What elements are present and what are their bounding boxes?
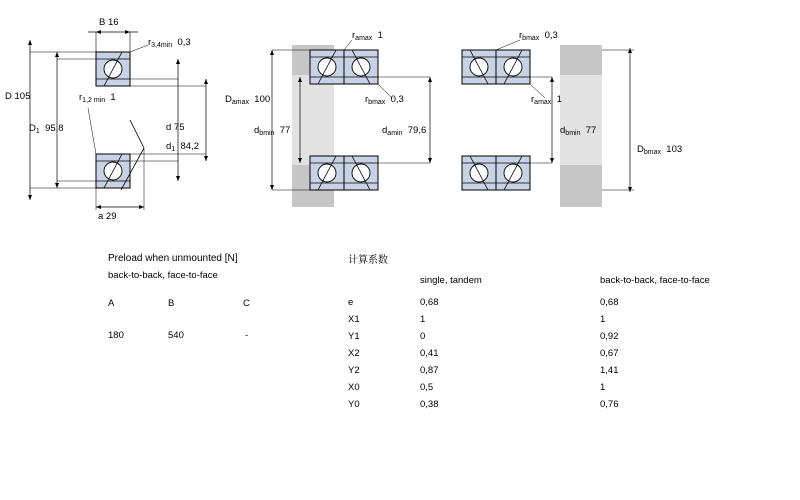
label-Damax: $D_{amax}$ 100: [225, 94, 271, 106]
coeff-row-label: Y1: [348, 331, 360, 342]
single-bearing-section: [28, 30, 208, 210]
coeff-value-pair: 0,76: [600, 399, 619, 410]
label-dbmin-right: $d_{bmin}$ 77: [560, 125, 597, 137]
preload-header-C: C: [243, 298, 250, 309]
label-rbmax-left: $r_{bmax}$ 0,3: [365, 94, 404, 106]
paired-bearing-section: [270, 40, 634, 207]
coeff-row-label: X2: [348, 348, 360, 359]
coeff-value-pair: 0,67: [600, 348, 619, 359]
coeff-row-label: X0: [348, 382, 360, 393]
preload-header-A: A: [108, 298, 115, 309]
label-D-outer: D 105: [5, 91, 31, 102]
coeff-col2-header: back-to-back, face-to-face: [600, 275, 710, 286]
label-d-bore: d 75: [166, 122, 185, 133]
coeff-value-single: 0,5: [420, 382, 434, 393]
coeff-value-pair: 0,68: [600, 297, 619, 308]
label-a: a 29: [98, 211, 117, 222]
label-ramax-top-left: $r_{amax}$ 1: [352, 30, 383, 42]
coeff-value-single: 0,87: [420, 365, 439, 376]
label-d1-small: $d_1$ 84,2: [166, 141, 199, 153]
coeff-value-single: 0,41: [420, 348, 439, 359]
coeff-value-single: 0,38: [420, 399, 439, 410]
coeff-value-pair: 1: [600, 314, 606, 325]
coeff-value-single: 0: [420, 331, 426, 342]
coeff-value-single: 0,68: [420, 297, 439, 308]
coeff-row-label: Y0: [348, 399, 360, 410]
label-rbmax-top-right: $r_{bmax}$ 0,3: [519, 30, 558, 42]
coeff-row-label: X1: [348, 314, 360, 325]
label-r34min: $r_{3,4min}$ 0,3: [148, 37, 191, 49]
label-damin: $d_{amin}$ 79,6: [382, 125, 427, 137]
label-dbmin-left: $d_{bmin}$ 77: [254, 125, 291, 137]
coeff-value-pair: 0,92: [600, 331, 619, 342]
coeff-value-pair: 1,41: [600, 365, 619, 376]
preload-table-title: Preload when unmounted [N]: [108, 253, 238, 264]
preload-table-subtitle: back-to-back, face-to-face: [108, 270, 218, 281]
preload-value-A: 180: [108, 330, 124, 341]
label-Dbmax: $D_{bmax}$ 103: [637, 144, 683, 156]
coeff-row-label: e: [348, 297, 354, 308]
coeff-value-single: 1: [420, 314, 426, 325]
label-D1: $D_1$ 95,8: [29, 123, 64, 135]
coeff-col1-header: single, tandem: [420, 275, 482, 286]
label-ramax-right: $r_{amax}$ 1: [531, 94, 562, 106]
preload-value-B: 540: [168, 330, 184, 341]
coeff-row-label: Y2: [348, 365, 360, 376]
preload-value-C: -: [245, 330, 249, 341]
label-r12min: $r_{1,2 min}$ 1: [79, 92, 116, 104]
label-width-B: B 16: [99, 17, 119, 28]
coefficients-table-title: 计算系数: [348, 255, 388, 266]
coeff-value-pair: 1: [600, 382, 606, 393]
preload-header-B: B: [168, 298, 175, 309]
